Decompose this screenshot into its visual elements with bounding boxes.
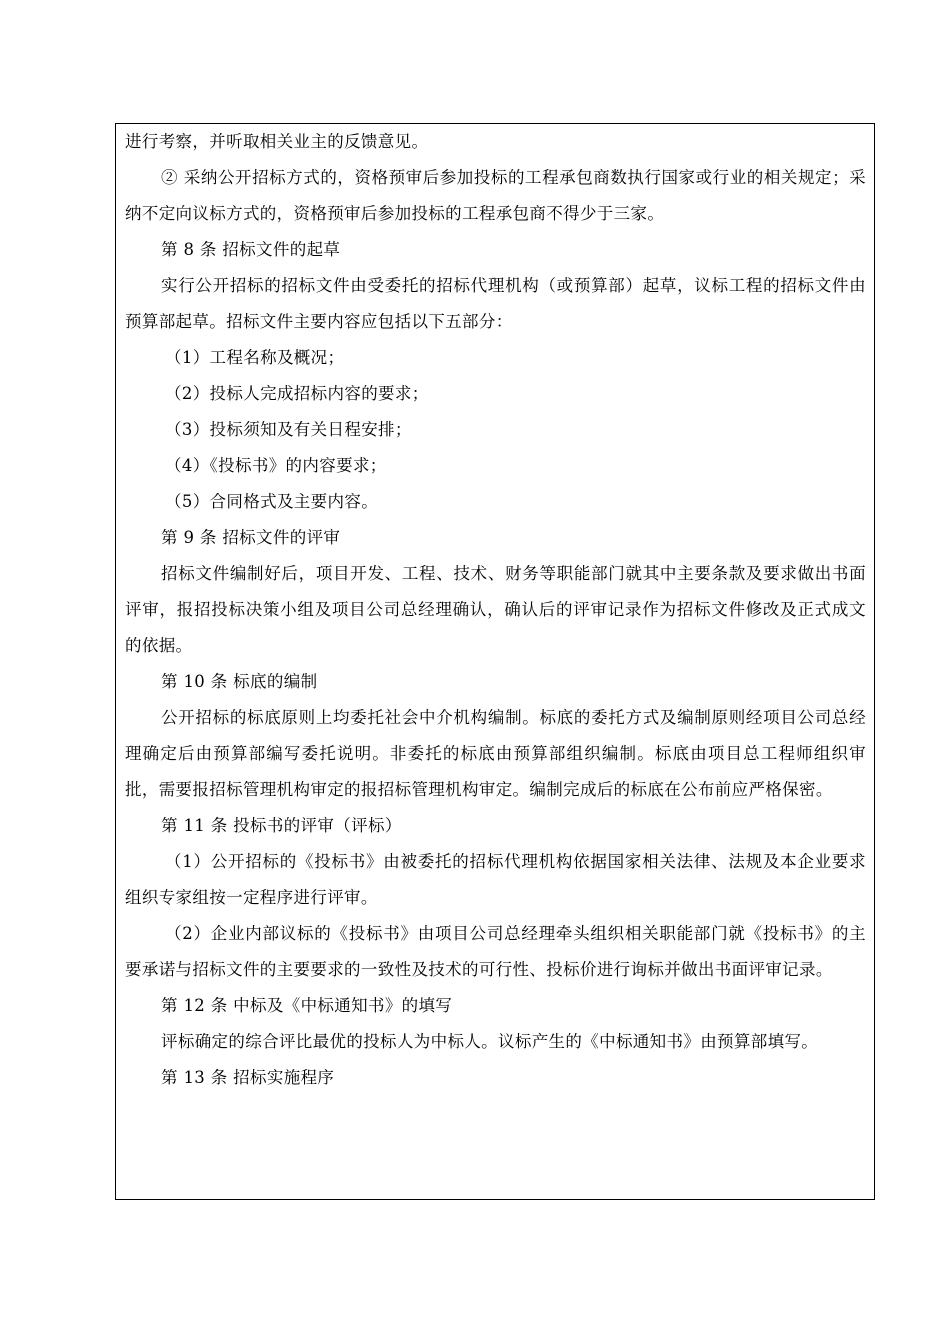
list-item: （3）投标须知及有关日程安排； bbox=[165, 420, 412, 439]
paragraph: 进行考察，并听取相关业主的反馈意见。 bbox=[125, 132, 429, 151]
article-heading: 第 13 条 招标实施程序 bbox=[161, 1068, 335, 1087]
list-item: （1）公开招标的《投标书》由被委托的招标代理机构依据国家相关法律、法规及本企业要求组织专家组按一定程序进行评审。 bbox=[125, 852, 866, 907]
article-heading: 第 12 条 中标及《中标通知书》的填写 bbox=[161, 996, 453, 1015]
article-heading: 第 10 条 标底的编制 bbox=[161, 672, 318, 691]
document-frame bbox=[115, 123, 875, 1200]
list-item: （1）工程名称及概况； bbox=[165, 348, 345, 367]
paragraph: 评标确定的综合评比最优的投标人为中标人。议标产生的《中标通知书》由预算部填写。 bbox=[161, 1032, 819, 1051]
paragraph: 公开招标的标底原则上均委托社会中介机构编制。标底的委托方式及编制原则经项目公司总经理确定后由预算部编写委托说明。非委托的标底由预算部组织编制。标底由项目总工程师组织审批，需要报招标管理机构审定的报招标管理机构审定。编制完成后的标底在公布前应严格保密。 bbox=[125, 708, 866, 799]
list-item: （2）投标人完成招标内容的要求； bbox=[165, 384, 429, 403]
paragraph: ② 采纳公开招标方式的，资格预审后参加投标的工程承包商数执行国家或行业的相关规定；采纳不定向议标方式的，资格预审后参加投标的工程承包商不得少于三家。 bbox=[125, 168, 866, 223]
paragraph: 实行公开招标的招标文件由受委托的招标代理机构（或预算部）起草，议标工程的招标文件由预算部起草。招标文件主要内容应包括以下五部分： bbox=[125, 276, 866, 331]
list-item: （2）企业内部议标的《投标书》由项目公司总经理牵头组织相关职能部门就《投标书》的主要承诺与招标文件的主要要求的一致性及技术的可行性、投标价进行询标并做出书面评审记录。 bbox=[125, 924, 866, 979]
article-heading: 第 8 条 招标文件的起草 bbox=[161, 240, 341, 259]
paragraph: 招标文件编制好后，项目开发、工程、技术、财务等职能部门就其中主要条款及要求做出书面评审，报招投标决策小组及项目公司总经理确认，确认后的评审记录作为招标文件修改及正式成文的依据。 bbox=[125, 564, 866, 655]
list-item: （5）合同格式及主要内容。 bbox=[165, 492, 379, 511]
list-item: （4）《投标书》的内容要求； bbox=[165, 456, 387, 475]
article-heading: 第 11 条 投标书的评审（评标） bbox=[161, 816, 402, 835]
article-heading: 第 9 条 招标文件的评审 bbox=[161, 528, 341, 547]
